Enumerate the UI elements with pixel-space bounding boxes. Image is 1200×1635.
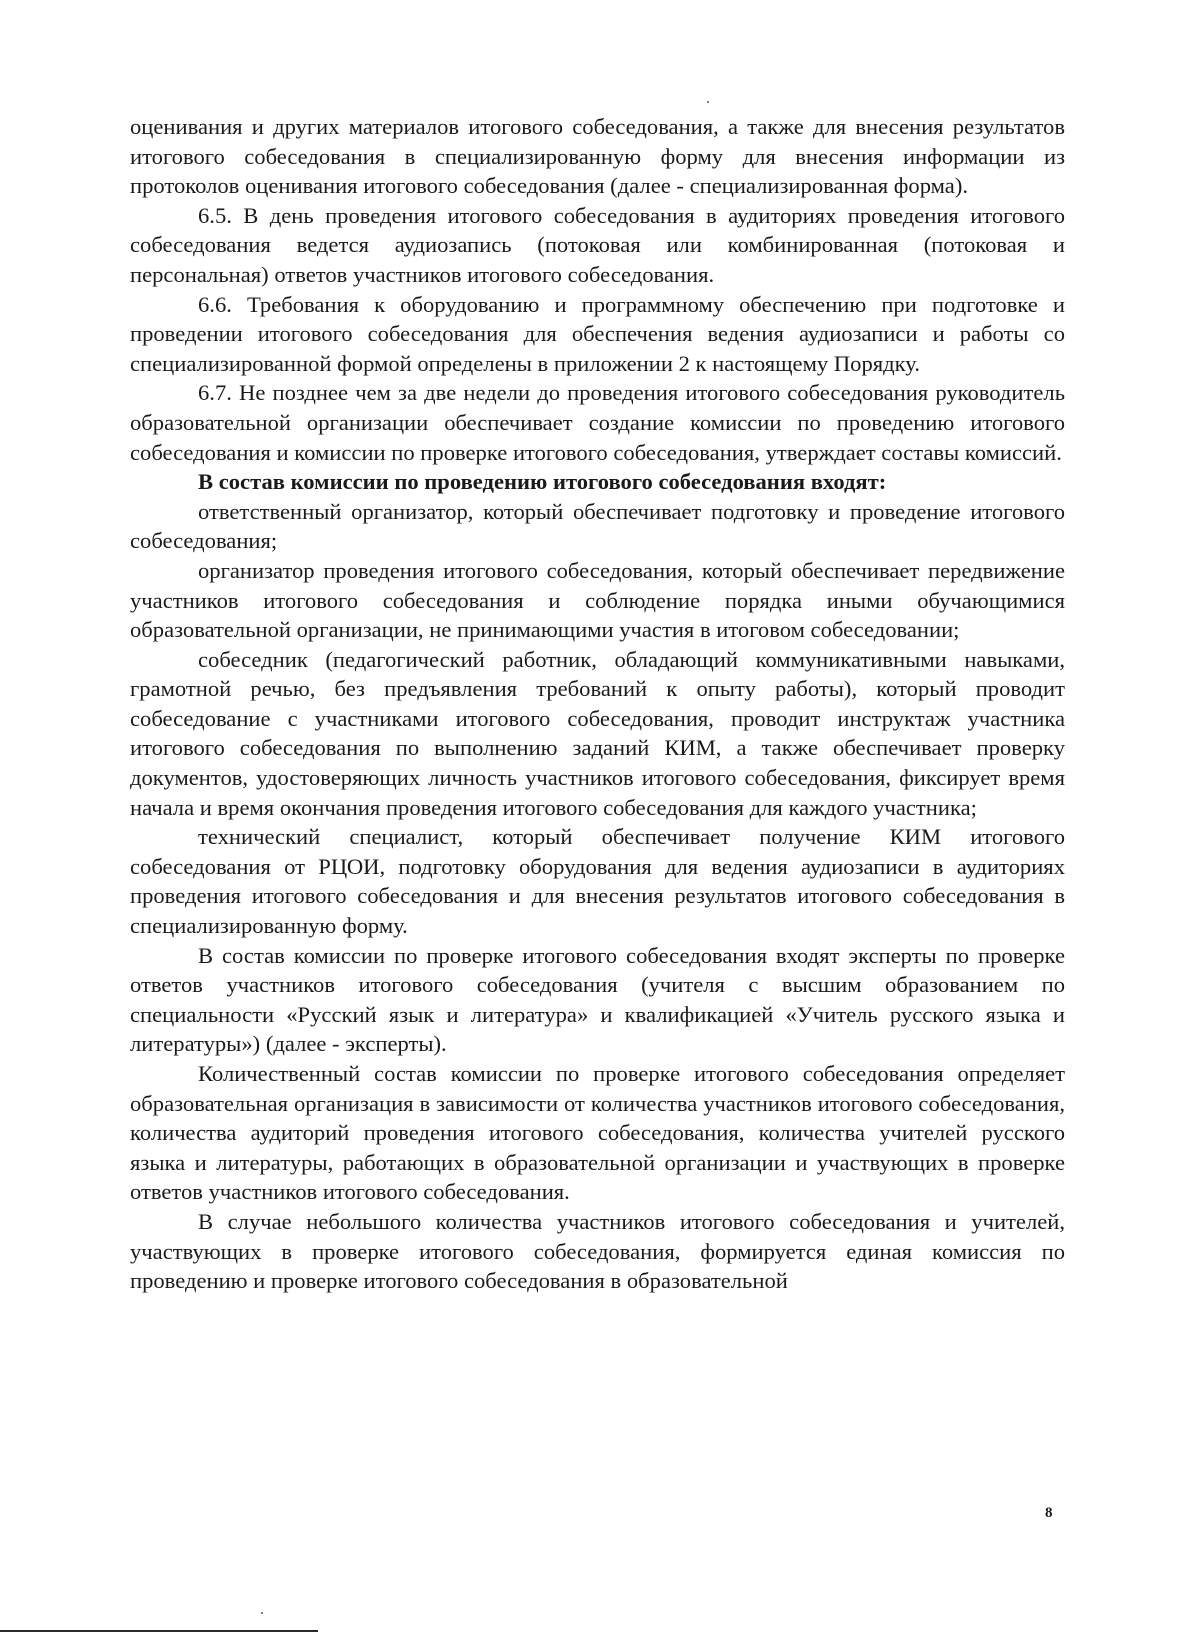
paragraph-6-7: 6.7. Не позднее чем за две недели до проведения итогового собеседования руководитель образовательной организации обеспечивает создание комиссии по проведению итогового собеседования и комиссии по проверке итогового собеседования, утверждает составы комиссий. — [130, 380, 1065, 465]
paragraph-organizer: организатор проведения итогового собеседования, который обеспечивает передвижение участников итогового собеседования и соблюдение порядка иными обучающимися образовательной организации, не принимающими участия в итоговом собеседовании; — [130, 557, 1065, 643]
paragraph-technical-specialist: технический специалист, который обеспечивает получение КИМ итогового собеседования от РЦОИ, подготовку оборудования для ведения аудиозаписи в аудиториях проведения итогового собеседования и для внесения результатов итогового собеседования в специализированную форму. — [130, 824, 1065, 939]
scan-artifact-dot — [261, 1612, 263, 1614]
document-body — [130, 112, 1065, 1296]
paragraph-quantity: Количественный состав комиссии по проверке итогового собеседования определяет образовательная организация в зависимости от количества участников итогового собеседования, количества аудиторий проведения итогового собеседования, количества учителей русского языка и литературы, работающих в образовательной организации и участвующих в проверке ответов участников итогового собеседования. — [130, 1061, 1065, 1205]
paragraph-interlocutor: собеседник (педагогический работник, обладающий коммуникативными навыками, грамотной речью, без предъявления требований к опыту работы), который проводит собеседование с участниками итогового собеседования, проводит инструктаж участника итогового собеседования по выполнению заданий КИМ, а также обеспечивает проверку документов, удостоверяющих личность участников итогового собеседования, фиксирует время начала и время окончания проведения итогового собеседования для каждого участника; — [130, 646, 1065, 820]
paragraph-1: оценивания и других материалов итогового собеседования, а также для внесения результатов итогового собеседования в специализированную форму для внесения информации из протоколов оценивания итогового собеседования (далее - специализированная форма). — [130, 114, 1065, 199]
paragraph-experts: В состав комиссии по проверке итогового собеседования входят эксперты по проверке ответов участников итогового собеседования (учителя с высшим образованием по специальности «Русский язык и литература» и квалификацией «Учитель русского языка и литературы») (далее - эксперты). — [130, 942, 1065, 1057]
paragraph-6-6: 6.6. Требования к оборудованию и программному обеспечению при подготовке и проведении итогового собеседования для обеспечения ведения аудиозаписи и работы со специализированной формой определены в приложении 2 к настоящему Порядку. — [130, 291, 1065, 376]
page-number: 8 — [1045, 1505, 1053, 1521]
scan-artifact-dot — [707, 101, 709, 103]
paragraph-6-5: 6.5. В день проведения итогового собеседования в аудиториях проведения итогового собеседования ведется аудиозапись (потоковая или комбинированная (потоковая и персональная) ответов участников итогового собеседования. — [130, 202, 1065, 287]
scan-edge-line — [0, 1630, 318, 1632]
section-heading: В состав комиссии по проведению итогового собеседования входят: — [198, 469, 887, 495]
paragraph-small-number: В случае небольшого количества участников итогового собеседования и учителей, участвующих в проверке итогового собеседования, формируется единая комиссия по проведению и проверке итогового собеседования в образовательной — [130, 1208, 1065, 1294]
paragraph-responsible-organizer: ответственный организатор, который обеспечивает подготовку и проведение итогового собеседования; — [130, 498, 1065, 554]
